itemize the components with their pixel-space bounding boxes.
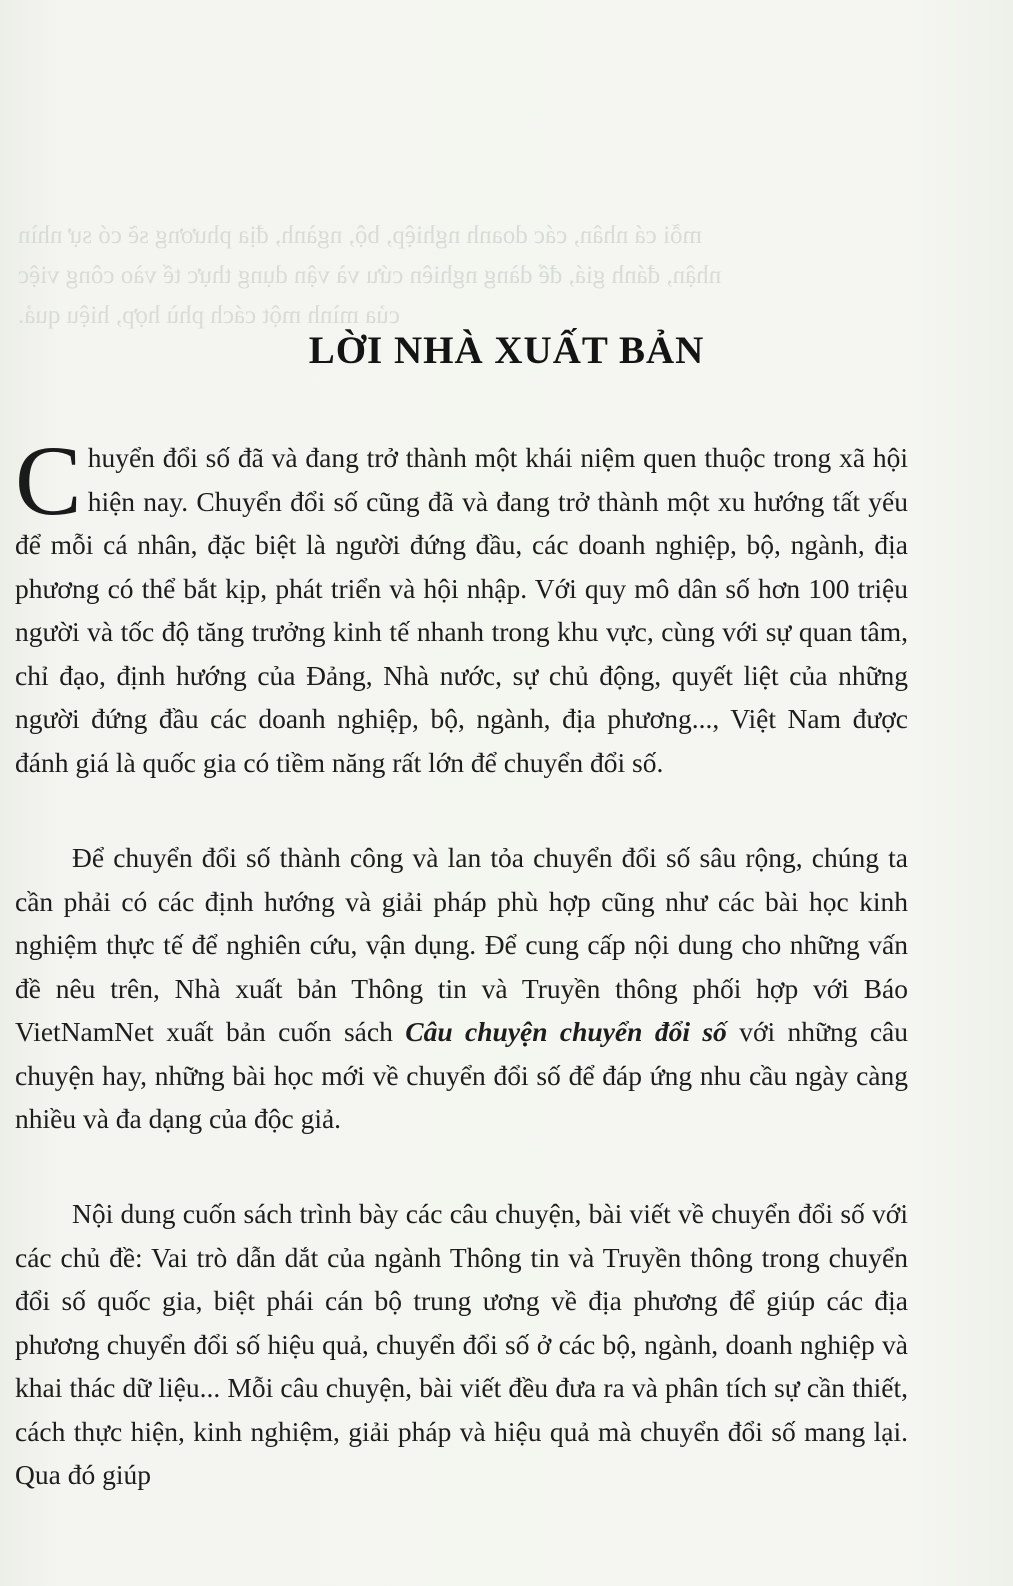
book-title: Câu chuyện chuyển đổi số — [405, 1016, 727, 1047]
paragraph-3-text: Nội dung cuốn sách trình bày các câu chuyện, bài viết về chuyển đổi số với các chủ đề: Vai trò dẫn dắt của ngành Thông tin và Truyền thông trong chuyển đổi số quốc gia, biệt phái cán bộ trung ương về địa phương để giúp các địa phương chuyển đổi số hiệu quả, chuyển đổi số ở các bộ, ngành, doanh nghiệp và khai thác dữ liệu... Mỗi câu chuyện, bài viết đều đưa ra và phân tích sự cần thiết, cách thực hiện, kinh nghiệm, giải pháp và hiệu quả mà chuyển đổi số mang lại. Qua đó giúp — [15, 1198, 908, 1490]
page-title: LỜI NHÀ XUẤT BẢN — [308, 329, 705, 372]
paragraph-2-text-before: Để chuyển đổi số thành công và lan tỏa chuyển đổi số sâu rộng, chúng ta cần phải có các định hướng và giải pháp phù hợp cũng như các bài học kinh nghiệm thực tế để nghiên cứu, vận dụng. Để cung cấp nội dung cho những vấn đề nêu trên, Nhà xuất bản Thông tin và Truyền thông phối hợp với Báo VietNamNet xuất bản cuốn sách — [15, 842, 908, 1047]
paragraph-1-text: huyển đổi số đã và đang trở thành một khái niệm quen thuộc trong xã hội hiện nay. Chuyển đổi số cũng đã và đang trở thành một xu hướng tất yếu để mỗi cá nhân, đặc biệt là người đứng đầu, các doanh nghiệp, bộ, ngành, địa phương có thể bắt kịp, phát triển và hội nhập. Với quy mô dân số hơn 100 triệu người và tốc độ tăng trưởng kinh tế nhanh trong khu vực, cùng với sự quan tâm, chỉ đạo, định hướng của Đảng, Nhà nước, sự chủ động, quyết liệt của những người đứng đầu các doanh nghiệp, bộ, ngành, địa phương..., Việt Nam được đánh giá là quốc gia có tiềm năng rất lớn để chuyển đổi số. — [15, 442, 908, 778]
paragraph-2-text-after: với những câu chuyện hay, những bài học mới về chuyển đổi số để đáp ứng nhu cầu ngày càng nhiều và đa dạng của độc giả. — [15, 1016, 909, 1134]
drop-cap: C — [15, 425, 82, 536]
bleed-through-line: nhận, đánh giá, để dàng nghiên cứu và vận dụng thực tế vào công việc — [18, 262, 722, 289]
paragraph-1 — [15, 425, 908, 784]
bleed-through-line: của mình một cách phù hợp, hiệu quả. — [18, 302, 400, 329]
paragraph-3 — [15, 1192, 908, 1497]
bleed-through-line: mỗi cá nhân, các doanh nghiệp, bộ, ngành, địa phương sẽ có sự nhìn — [18, 222, 702, 249]
paragraph-2 — [15, 836, 908, 1141]
